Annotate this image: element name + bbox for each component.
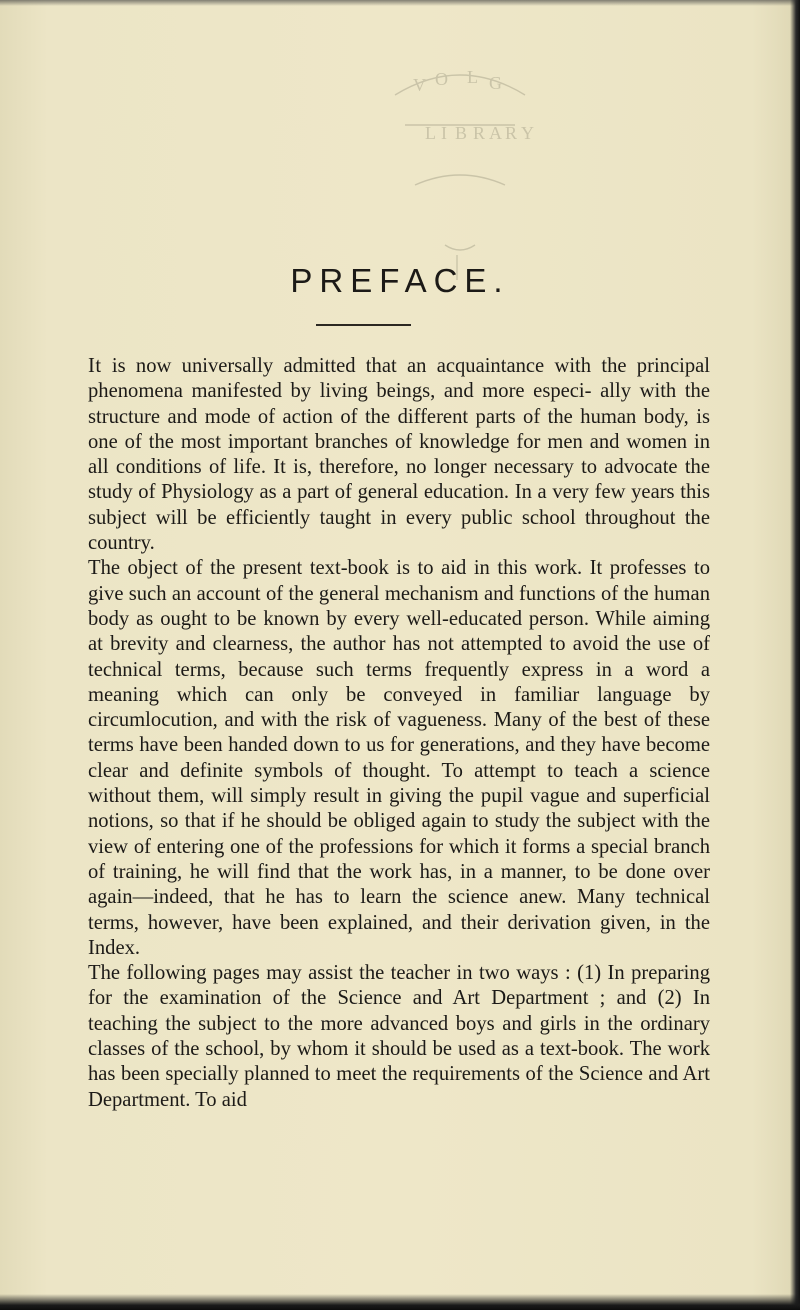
paragraph-3 <box>88 961 710 1113</box>
scan-edge-top <box>0 0 800 6</box>
paragraph-1-text: is now universally admitted that an acquaintance with the principal phenomena manifested by living beings, and more especi- ally with the structure and mode of action of the different parts of the human body, is one of the most important branches of knowledge for men and women in all conditions of life. It is, therefore, no longer necessary to advocate the study of Physiology as a part of general education. In a very few years this subject will be efficiently taught in every public school throughout the country. <box>88 355 710 555</box>
svg-text:O: O <box>435 69 448 89</box>
svg-text:G: G <box>489 73 502 93</box>
svg-text:A: A <box>489 123 502 143</box>
scan-edge-right <box>790 0 800 1310</box>
svg-text:R: R <box>505 123 518 143</box>
scan-edge-bottom <box>0 1294 800 1310</box>
svg-text:R: R <box>473 123 486 143</box>
svg-text:Y: Y <box>521 123 534 143</box>
svg-text:B: B <box>455 123 468 143</box>
paragraph-1-lead: It <box>88 355 102 377</box>
library-stamp-watermark <box>375 55 545 285</box>
preface-body <box>88 354 710 1113</box>
title-divider <box>316 324 411 326</box>
svg-text:L: L <box>467 67 478 87</box>
svg-text:L: L <box>425 123 436 143</box>
paragraph-3-text: The following pages may assist the teacher in two ways : (1) In preparing for the examination of the Science and Art Department ; and (2) In teaching the subject to the more advanced boys and girls in the ordinary classes of the school, by whom it should be used as a text-book. The work has been specially planned to meet the requirements of the Science and Art Department. To aid <box>88 962 710 1111</box>
svg-text:V: V <box>413 75 426 95</box>
paragraph-1 <box>88 354 710 556</box>
paragraph-2 <box>88 556 710 961</box>
page-title: PREFACE. <box>290 262 510 299</box>
svg-text:I: I <box>441 123 447 143</box>
paragraph-2-text: The object of the present text-book is to aid in this work. It professes to give such an account of the general mechanism and functions of the human body as ought to be known by every well-educated person. While aiming at brevity and clearness, the author has not attempted to avoid the use of technical terms, because such terms frequently express in a word a meaning which can only be conveyed in familiar language by circumlocution, and with the risk of vagueness. Many of the best of these terms have been handed down to us for generations, and they have become clear and definite symbols of thought. To attempt to teach a science without them, will simply result in giving the pupil vague and superficial notions, so that if he should be obliged again to study the subject with the view of entering one of the professions for which it forms a special branch of training, he will find that the work has, in a manner, to be done over again—indeed, that he has to learn the science anew. Many technical terms, however, have been explained, and their derivation given, in the Index. <box>88 557 710 959</box>
